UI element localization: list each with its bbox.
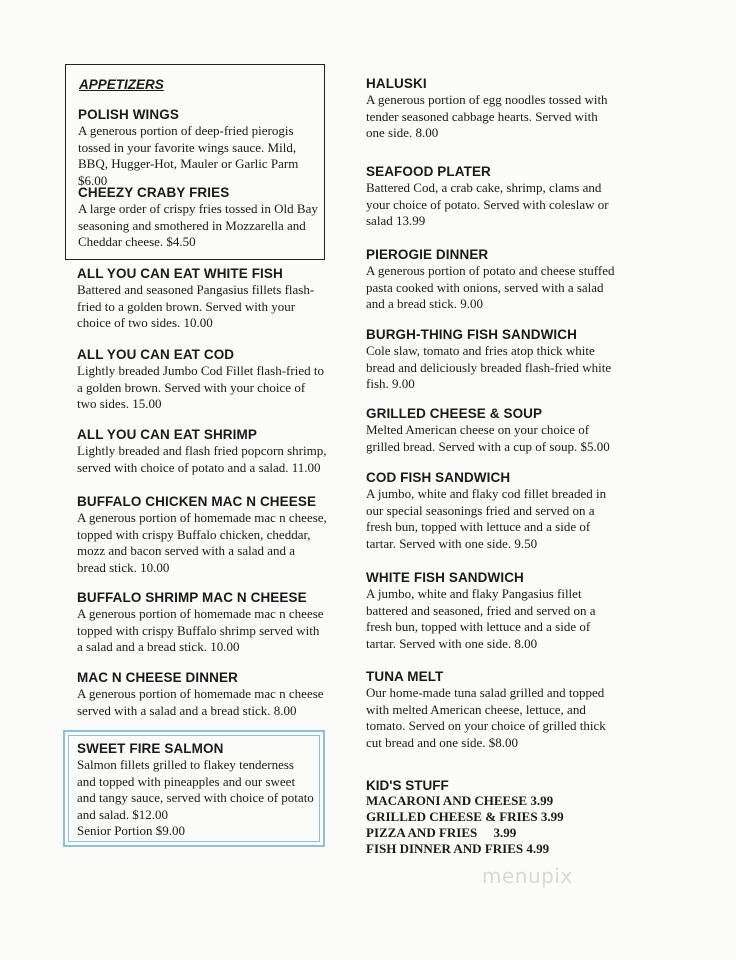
item-name: PIEROGIE DINNER [366,247,489,262]
kids-line: GRILLED CHEESE & FRIES 3.99 [366,809,564,824]
item-desc: A generous portion of homemade mac n cheese, topped with crispy Buffalo chicken, cheddar, mozz and bacon served with a salad and a bread stick. 10.00 [77,510,327,575]
item-name: ALL YOU CAN EAT COD [77,347,235,362]
menu-item-pierogie-dinner [366,247,616,313]
item-name: MAC N CHEESE DINNER [77,670,238,685]
item-name: BUFFALO SHRIMP MAC N CHEESE [77,590,307,605]
menu-item-sweet-fire-salmon [77,741,315,840]
menu-item-white-fish-sandwich [366,570,616,652]
item-name: BUFFALO CHICKEN MAC N CHEESE [77,494,317,509]
item-desc: Salmon fillets grilled to flakey tenderness and topped with pineapples and our sweet and tangy sauce, served with choice of potato and salad. $12.00 [77,757,314,822]
menu-item-grilled-cheese-and-soup [366,406,616,455]
item-desc: Our home-made tuna salad grilled and topped with melted American cheese, lettuce, and tomato. Served on your choice of grilled thick cut bread and one side. $8.00 [366,685,606,750]
item-name: TUNA MELT [366,669,444,684]
item-name: HALUSKI [366,76,427,91]
menu-item-buffalo-chicken-mac-n-cheese [77,494,327,576]
watermark: menupix [482,864,573,888]
item-desc: A generous portion of potato and cheese stuffed pasta cooked with onions, served with a salad and a bread stick. 9.00 [366,263,615,311]
item-desc: Battered Cod, a crab cake, shrimp, clams and your choice of potato. Served with coleslaw or salad 13.99 [366,180,609,228]
item-desc: A generous portion of homemade mac n cheese served with a salad and a bread stick. 8.00 [77,686,324,718]
menu-item-polish-wings [78,107,318,189]
kids-line: FISH DINNER AND FRIES 4.99 [366,841,550,856]
kids-section [366,778,616,857]
salmon-box [63,730,325,847]
menu-item-haluski [366,76,616,142]
item-name: COD FISH SANDWICH [366,470,511,485]
item-name: GRILLED CHEESE & SOUP [366,406,543,421]
item-desc: Lightly breaded and flash fried popcorn shrimp, served with choice of potato and a salad. 11.00 [77,443,327,475]
menu-item-cheezy-craby-fries [78,185,318,251]
menu-item-tuna-melt [366,669,616,751]
menu-item-all-you-can-eat-cod [77,347,327,413]
appetizers-heading: APPETIZERS [79,77,164,92]
item-desc: A jumbo, white and flaky Pangasius fillet battered and seasoned, fried and served on a fresh bun, topped with lettuce and a side of tartar. Served with one side. 8.00 [366,586,596,651]
item-desc: A generous portion of egg noodles tossed with tender seasoned cabbage hearts. Served with one side. 8.00 [366,92,608,140]
item-desc: Melted American cheese on your choice of grilled bread. Served with a cup of soup. $5.00 [366,422,610,454]
menu-item-all-you-can-eat-shrimp [77,427,327,476]
item-desc: Lightly breaded Jumbo Cod Fillet flash-fried to a golden brown. Served with your choice of two sides. 15.00 [77,363,324,411]
item-desc: A generous portion of deep-fried pierogis tossed in your favorite wings sauce. Mild, BBQ, Hugger-Hot, Mauler or Garlic Parm $6.00 [78,123,299,188]
item-desc: A jumbo, white and flaky cod fillet breaded in our special seasonings fried and served on a fresh bun, topped with lettuce and a side of tartar. Served with one side. 9.50 [366,486,607,551]
item-desc: Cole slaw, tomato and fries atop thick white bread and deliciously breaded flash-fried white fish. 9.00 [366,343,612,391]
item-desc: A generous portion of homemade mac n cheese topped with crispy Buffalo shrimp served with a salad and a bread stick. 10.00 [77,606,324,654]
item-name: CHEEZY CRABY FRIES [78,185,230,200]
senior-portion: Senior Portion $9.00 [77,823,185,838]
menu-item-mac-n-cheese-dinner [77,670,327,719]
item-name: BURGH-THING FISH SANDWICH [366,327,577,342]
item-name: SEAFOOD PLATER [366,164,491,179]
menu-item-buffalo-shrimp-mac-n-cheese [77,590,327,656]
item-desc: Battered and seasoned Pangasius fillets flash-fried to a golden brown. Served with your choice of two sides. 10.00 [77,282,315,330]
item-name: ALL YOU CAN EAT WHITE FISH [77,266,283,281]
item-name: POLISH WINGS [78,107,179,122]
menu-item-cod-fish-sandwich [366,470,616,552]
kids-line: PIZZA AND FRIES 3.99 [366,825,517,840]
item-desc: A large order of crispy fries tossed in Old Bay seasoning and smothered in Mozzarella and Cheddar cheese. $4.50 [78,201,318,249]
kids-line: MACARONI AND CHEESE 3.99 [366,793,554,808]
item-name: ALL YOU CAN EAT SHRIMP [77,427,257,442]
menu-item-seafood-plater [366,164,616,230]
item-name: SWEET FIRE SALMON [77,741,224,756]
kids-heading: KID'S STUFF [366,778,449,793]
appetizers-box [65,64,325,260]
menu-item-all-you-can-eat-white-fish [77,266,327,332]
item-name: WHITE FISH SANDWICH [366,570,524,585]
menu-item-burgh-thing-fish-sandwich [366,327,616,393]
